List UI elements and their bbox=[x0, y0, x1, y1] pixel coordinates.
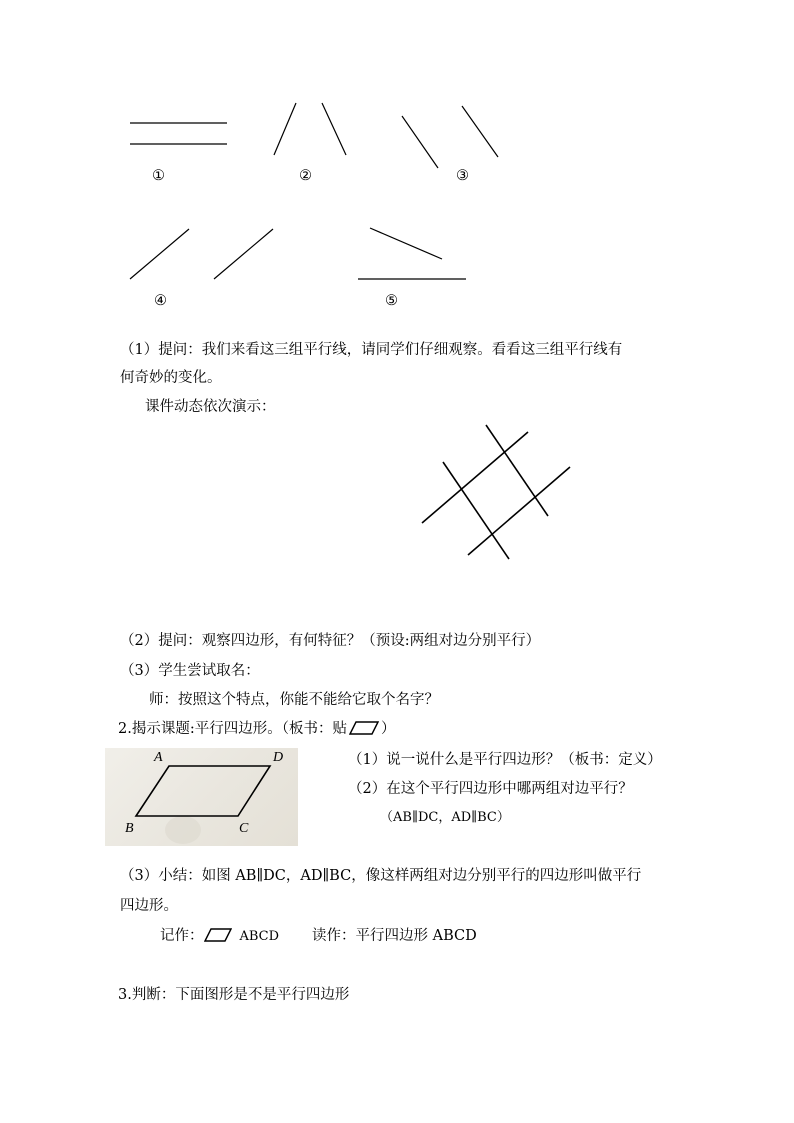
write-as-label: 记作： bbox=[160, 928, 204, 944]
figure-label-4: ④ bbox=[154, 293, 167, 309]
cross-line-2 bbox=[468, 467, 570, 555]
question-3: （3）学生尝试取名： bbox=[120, 663, 260, 679]
side-answer: （AB∥DC，AD∥BC） bbox=[380, 810, 510, 825]
side-question-1: （1）说一说什么是平行四边形？（板书：定义） bbox=[348, 752, 662, 768]
write-as-value: ABCD bbox=[239, 929, 280, 944]
fig2-line-left bbox=[274, 103, 296, 155]
side-question-2: （2）在这个平行四边形中哪两组对边平行？ bbox=[348, 781, 633, 797]
cross-line-4 bbox=[486, 425, 548, 516]
question-2: （2）提问：观察四边形，有何特征？（预设:两组对边分别平行） bbox=[120, 633, 541, 649]
summary-line-1: （3）小结：如图 AB∥DC，AD∥BC，像这样两组对边分别平行的四边形叫做平行 bbox=[120, 868, 642, 884]
topic-prefix: 2.揭示课题:平行四边形。（板书：贴 bbox=[118, 721, 347, 737]
fig3-line-right bbox=[462, 106, 498, 157]
figure-label-3: ③ bbox=[456, 168, 469, 184]
parallelogram-symbol-icon bbox=[204, 928, 232, 942]
parallelogram-shape bbox=[136, 766, 270, 816]
vertex-c: C bbox=[239, 821, 249, 836]
fig2-line-right bbox=[322, 103, 346, 155]
question-1-line-2: 何奇妙的变化。 bbox=[120, 370, 222, 386]
fig5-line-slant bbox=[370, 228, 442, 259]
demo-caption: 课件动态依次演示： bbox=[145, 399, 276, 415]
judge-heading: 3.判断：下面图形是不是平行四边形 bbox=[118, 987, 350, 1003]
vertex-d: D bbox=[273, 750, 284, 765]
figure-label-2: ② bbox=[299, 168, 312, 184]
parallelogram-photo bbox=[105, 748, 298, 846]
figure-label-5: ⑤ bbox=[385, 293, 398, 309]
read-as: 读作：平行四边形 ABCD bbox=[312, 928, 477, 944]
fig3-line-left bbox=[402, 116, 438, 168]
topic-suffix: ） bbox=[380, 721, 396, 737]
topic-line bbox=[118, 719, 395, 739]
vertex-a: A bbox=[154, 750, 163, 765]
fig4-line-left bbox=[130, 229, 189, 279]
figure-label-1: ① bbox=[152, 168, 165, 184]
fig4-line-right bbox=[214, 229, 273, 279]
summary-line-2: 四边形。 bbox=[120, 898, 178, 914]
parallel-lines-figure-1 bbox=[0, 0, 794, 320]
teacher-prompt: 师：按照这个特点，你能不能给它取个名字？ bbox=[149, 692, 439, 708]
vertex-b: B bbox=[125, 821, 134, 836]
crossing-parallel-lines-figure bbox=[400, 415, 600, 575]
parallelogram-icon bbox=[349, 721, 379, 735]
question-1-line-1: （1）提问：我们来看这三组平行线，请同学们仔细观察。看看这三组平行线有 bbox=[120, 342, 623, 358]
notation-line bbox=[160, 926, 279, 947]
